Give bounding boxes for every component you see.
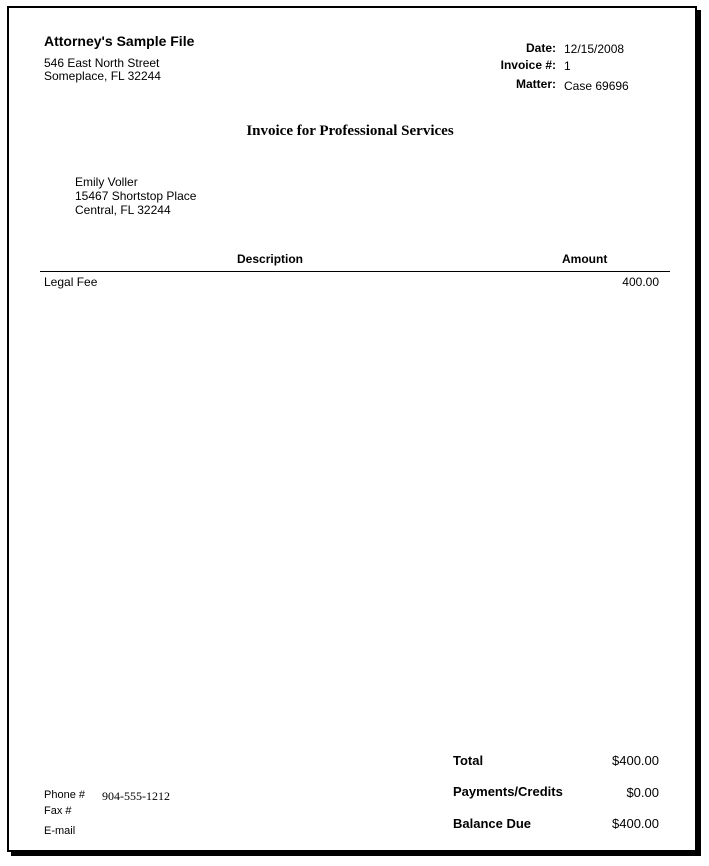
balance-due-label: Balance Due	[453, 816, 532, 831]
total-value: $400.00	[612, 753, 659, 768]
firm-address-line-2: Someplace, FL 32244	[44, 69, 161, 83]
date-label: Date:	[525, 41, 556, 55]
matter-label: Matter:	[515, 77, 556, 91]
payments-credits-label: Payments/Credits	[453, 784, 563, 799]
total-label: Total	[453, 753, 484, 768]
phone-label: Phone #	[44, 789, 85, 801]
date-value: 12/15/2008	[564, 42, 625, 56]
invoice-page	[7, 6, 697, 852]
payments-credits-value: $0.00	[626, 785, 659, 800]
invoice-number-value: 1	[564, 59, 571, 73]
invoice-number-label: Invoice #:	[500, 58, 556, 72]
matter-value: Case 69696	[564, 79, 629, 93]
description-column-header: Description	[237, 252, 304, 266]
client-address-line-1: 15467 Shortstop Place	[75, 189, 197, 203]
amount-column-header: Amount	[562, 252, 608, 266]
phone-value: 904-555-1212	[102, 789, 170, 803]
firm-address-line-1: 546 East North Street	[44, 56, 160, 70]
client-name: Emily Voller	[75, 175, 138, 189]
email-label: E-mail	[44, 825, 76, 837]
firm-name: Attorney's Sample File	[44, 33, 195, 49]
line-item-description: Legal Fee	[44, 275, 98, 289]
balance-due-value: $400.00	[612, 816, 659, 831]
header-divider	[40, 271, 670, 272]
line-item-amount: 400.00	[622, 275, 659, 289]
client-address-line-2: Central, FL 32244	[75, 203, 171, 217]
fax-label: Fax #	[44, 805, 72, 817]
invoice-title: Invoice for Professional Services	[246, 123, 454, 139]
